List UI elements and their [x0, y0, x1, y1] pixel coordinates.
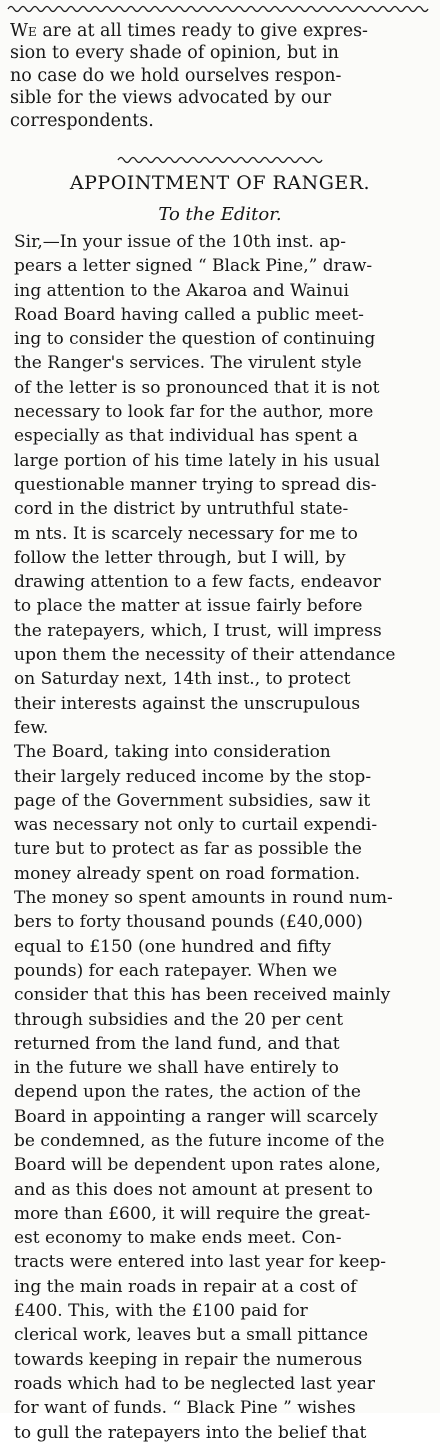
- disclaimer-line: We are at all times ready to give expres-: [10, 21, 368, 41]
- editorial-disclaimer: [10, 20, 425, 132]
- article-line: their interests against the unscrupulous: [14, 693, 361, 714]
- article-line: money already spent on road formation.: [14, 863, 361, 884]
- article-line: pounds) for each ratepayer. When we: [14, 960, 338, 981]
- article-line: and as this does not amount at present to: [14, 1179, 373, 1200]
- article-line: of the letter is so pronounced that it is not: [14, 377, 380, 398]
- article-line: questionable manner trying to spread dis-: [14, 474, 377, 495]
- article-line: be condemned, as the future income of the: [14, 1130, 385, 1151]
- article-body: [14, 230, 426, 1445]
- article-line: especially as that individual has spent a: [14, 426, 358, 447]
- article-line: ing the main roads in repair at a cost of: [14, 1276, 357, 1297]
- article-line: pears a letter signed “ Black Pine,” draw-: [14, 256, 373, 277]
- article-line: ing attention to the Akaroa and Wainui: [14, 280, 349, 301]
- disclaimer-line: correspondents.: [10, 110, 154, 131]
- disclaimer-lead: We: [10, 21, 37, 41]
- wavy-rule-top: [8, 4, 430, 14]
- article-line: ture but to protect as far as possible the: [14, 839, 362, 860]
- article-line: The Board, taking into consideration: [14, 742, 331, 763]
- disclaimer-line: sion to every shade of opinion, but in: [10, 43, 339, 64]
- disclaimer-line: sible for the views advocated by our: [10, 88, 332, 109]
- disclaimer-line: no case do we hold ourselves respon-: [10, 65, 342, 86]
- article-line: necessary to look far for the author, more: [14, 402, 374, 423]
- article-line: depend upon the rates, the action of the: [14, 1082, 361, 1103]
- article-line: large portion of his time lately in his usual: [14, 450, 380, 471]
- article-line: clerical work, leaves but a small pittance: [14, 1325, 369, 1346]
- article-line: drawing attention to a few facts, endeavor: [14, 572, 381, 593]
- article-line: est economy to make ends meet. Con-: [14, 1228, 342, 1249]
- article-line: more than £600, it will require the great-: [14, 1203, 371, 1224]
- article-line: few.: [14, 717, 49, 738]
- article-line: was necessary not only to curtail expendi-: [14, 815, 378, 836]
- article-line: the Ranger's services. The virulent style: [14, 353, 362, 374]
- article-line: through subsidies and the 20 per cent: [14, 1009, 344, 1030]
- article-line: towards keeping in repair the numerous: [14, 1349, 363, 1370]
- article-line: Board will be dependent upon rates alone,: [14, 1155, 381, 1176]
- article-line: Road Board having called a public meet-: [14, 304, 364, 325]
- article-subhead: To the Editor.: [158, 204, 282, 225]
- article-line: upon them the necessity of their attendance: [14, 645, 396, 666]
- article-line: Sir,—In your issue of the 10th inst. ap-: [14, 232, 346, 252]
- article-line: for want of funds. “ Black Pine ” wishes: [14, 1398, 356, 1419]
- article-line: m nts. It is scarcely necessary for me to: [14, 523, 358, 544]
- article-line: consider that this has been received mainly: [14, 985, 391, 1006]
- article-line: The money so spent amounts in round num-: [14, 888, 393, 909]
- article-line: bers to forty thousand pounds (£40,000): [14, 912, 363, 933]
- wavy-rule-divider: [118, 155, 323, 165]
- article-line: on Saturday next, 14th inst., to protect: [14, 669, 351, 690]
- article-line: returned from the land fund, and that: [14, 1033, 340, 1054]
- article-line: page of the Government subsidies, saw it: [14, 790, 371, 811]
- article-line: to gull the ratepayers into the belief that: [14, 1422, 367, 1443]
- article-line: roads which had to be neglected last year: [14, 1373, 376, 1394]
- article-line: tracts were entered into last year for keep-: [14, 1252, 386, 1273]
- article-line: £400. This, with the £100 paid for: [14, 1301, 308, 1322]
- article-line: Board in appointing a ranger will scarcely: [14, 1106, 378, 1127]
- article-line: equal to £150 (one hundred and fifty: [14, 936, 331, 957]
- article-line: their largely reduced income by the stop-: [14, 766, 372, 787]
- article-headline: APPOINTMENT OF RANGER.: [69, 172, 371, 194]
- article-line: to place the matter at issue fairly before: [14, 596, 363, 617]
- article-line: follow the letter through, but I will, by: [14, 547, 346, 568]
- article-line: in the future we shall have entirely to: [14, 1058, 339, 1079]
- article-line: ing to consider the question of continuing: [14, 329, 376, 350]
- article-line: cord in the district by untruthful state-: [14, 499, 349, 520]
- article-line: the ratepayers, which, I trust, will impress: [14, 620, 382, 641]
